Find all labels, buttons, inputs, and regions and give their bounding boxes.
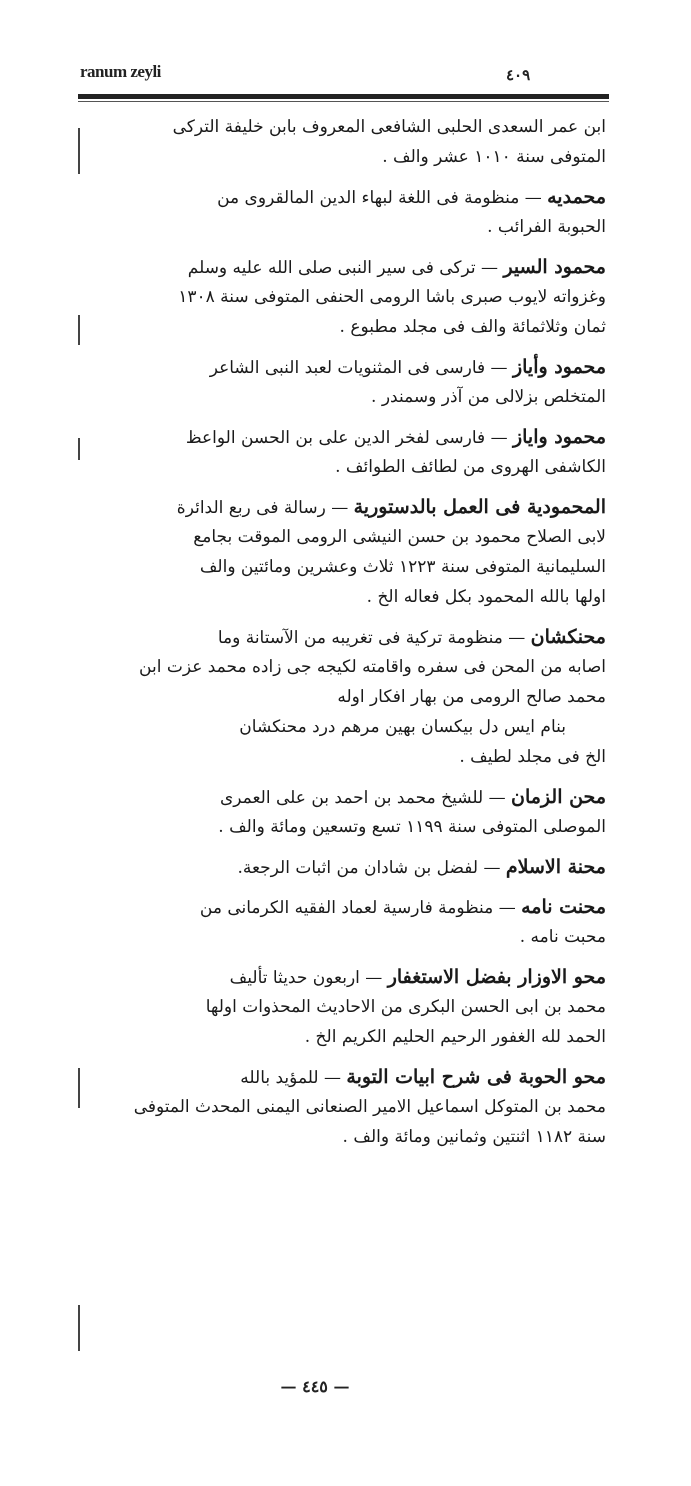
entry-text: الحمد لله الغفور الرحيم الحليم الكريم الخ .	[304, 1027, 606, 1047]
entry-text: الموصلی المتوفی سنة ١١٩٩ تسع وتسعين ومائة والف .	[218, 817, 606, 837]
text-line	[96, 142, 606, 172]
entry-title: محنة الاسلام	[505, 856, 606, 878]
entry-text: محمد بن ابی الحسن البكری من الاحاديث المحذوات اولها	[205, 997, 606, 1017]
entry-title: محو الحوبة فی شرح ابيات التوبة	[346, 1066, 606, 1088]
text-line	[96, 742, 606, 772]
text-line	[96, 812, 606, 842]
margin-mark	[78, 1305, 80, 1351]
entry-title: محن الزمان	[511, 786, 606, 808]
page-number-bottom: — ٤٤٥ —	[280, 1377, 350, 1396]
entry-title: محمود السير	[503, 256, 606, 278]
entry-text: محبت نامه .	[519, 927, 606, 947]
header-rule-thin	[78, 101, 609, 102]
text-line	[96, 522, 606, 552]
entry-text: المتخلص بزلالی من آذر وسمندر .	[371, 387, 606, 407]
entry-text: ثمان وثلاثمائة والف فی مجلد مطبوع .	[339, 317, 606, 337]
entry-text: — فارسی لفخر الدين علی بن الحسن الواعظ	[185, 428, 513, 448]
entry-title: محنت نامه	[521, 896, 606, 918]
text-line	[96, 682, 606, 712]
text-line	[96, 282, 606, 312]
text-line	[96, 622, 606, 652]
entry-text: — فارسی فی المثنويات لعبد النبی الشاعر	[209, 358, 513, 378]
page-number-top: ٤٠٩	[506, 68, 531, 84]
entry-text: — رسالة فی ربع الدائرة	[176, 498, 354, 518]
entry-text: السليمانية المتوفی سنة ١٢٢٣ ثلاث وعشرين ومائتين والف	[199, 557, 606, 577]
running-header: ranum zeyli	[80, 62, 161, 81]
text-line	[96, 422, 606, 452]
text-line	[96, 582, 606, 612]
entry-text: المتوفی سنة ١٠١٠ عشر والف .	[382, 147, 606, 167]
text-line	[96, 182, 606, 212]
text-line	[96, 712, 606, 742]
entry-text: — منظومة فی اللغة لبهاء الدين المالقروی من	[217, 188, 548, 208]
text-line	[96, 1062, 606, 1092]
entry-text: — لفضل بن شادان من اثبات الرجعة.	[237, 858, 506, 878]
entry-title: محمود واياز	[512, 426, 606, 448]
margin-mark	[78, 128, 80, 174]
entry-title: المحمودية فی العمل بالدستورية	[353, 496, 606, 518]
text-line	[96, 852, 606, 882]
entry-text: محمد صالح الرومی من بهار افكار اوله	[337, 687, 606, 707]
entry-text: — تركی فی سير النبی صلی الله عليه وسلم	[187, 258, 504, 278]
entry-text: محمد بن المتوكل اسماعيل الامير الصنعانی اليمنی المحدث المتوفی	[133, 1097, 606, 1117]
text-line	[96, 652, 606, 682]
text-line	[96, 782, 606, 812]
entry-text: سنة ١١٨٢ اثنتين وثمانين ومائة والف .	[342, 1127, 606, 1147]
entry-title: محنكشان	[530, 626, 606, 648]
text-line	[96, 1092, 606, 1122]
text-line	[96, 892, 606, 922]
entry-text: — منظومة تركية فی تغريبه من الآستانة وما	[217, 628, 531, 648]
text-line	[96, 1122, 606, 1152]
text-line	[96, 552, 606, 582]
entry-text: الخ فی مجلد لطيف .	[459, 747, 606, 767]
text-line	[96, 992, 606, 1022]
entry-text: اولها بالله المحمود بكل فعاله الخ .	[366, 587, 606, 607]
entry-title: محو الاوزار بفضل الاستغفار	[387, 966, 606, 988]
text-line	[96, 352, 606, 382]
entry-text: اصابه من المحن فی سفره واقامته لكيجه جی زاده محمد عزت ابن	[139, 657, 606, 677]
entry-text: — للمؤيد بالله	[240, 1068, 347, 1088]
margin-mark	[78, 1068, 80, 1108]
entry-title: محمديه	[547, 186, 606, 208]
entry-text: الحبوبة الفرائب .	[487, 217, 606, 237]
entry-text: وغزواته لايوب صبری باشا الرومی الحنفی المتوفی سنة ١٣٠٨	[178, 287, 606, 307]
text-line	[96, 112, 606, 142]
text-line	[96, 252, 606, 282]
entry-text: — منظومة فارسية لعماد الفقيه الكرمانی من	[199, 898, 522, 918]
entry-text: لابی الصلاح محمود بن حسن النيشی الرومی الموقت بجامع	[193, 527, 606, 547]
entry-text: — اربعون حديثا تأليف	[229, 968, 388, 988]
text-line	[96, 452, 606, 482]
entry-text: بنام ايس دل بيكسان بهين مرهم درد محنكشان	[239, 717, 566, 737]
text-line	[96, 382, 606, 412]
text-line	[96, 312, 606, 342]
text-line	[96, 492, 606, 522]
text-line	[96, 212, 606, 242]
text-line	[96, 922, 606, 952]
text-line	[96, 962, 606, 992]
text-line	[96, 1022, 606, 1052]
entry-text: — للشيخ محمد بن احمد بن علی العمری	[219, 788, 511, 808]
header-rule	[78, 94, 609, 99]
margin-mark	[78, 315, 80, 345]
entry-title: محمود وأياز	[512, 356, 606, 378]
entry-text: الكاشفی الهروی من لطائف الطوائف .	[335, 457, 606, 477]
entry-text: ابن عمر السعدی الحلبی الشافعی المعروف بابن خليفة التركی	[172, 117, 606, 137]
entries-body	[96, 112, 606, 1152]
margin-mark	[78, 438, 80, 460]
